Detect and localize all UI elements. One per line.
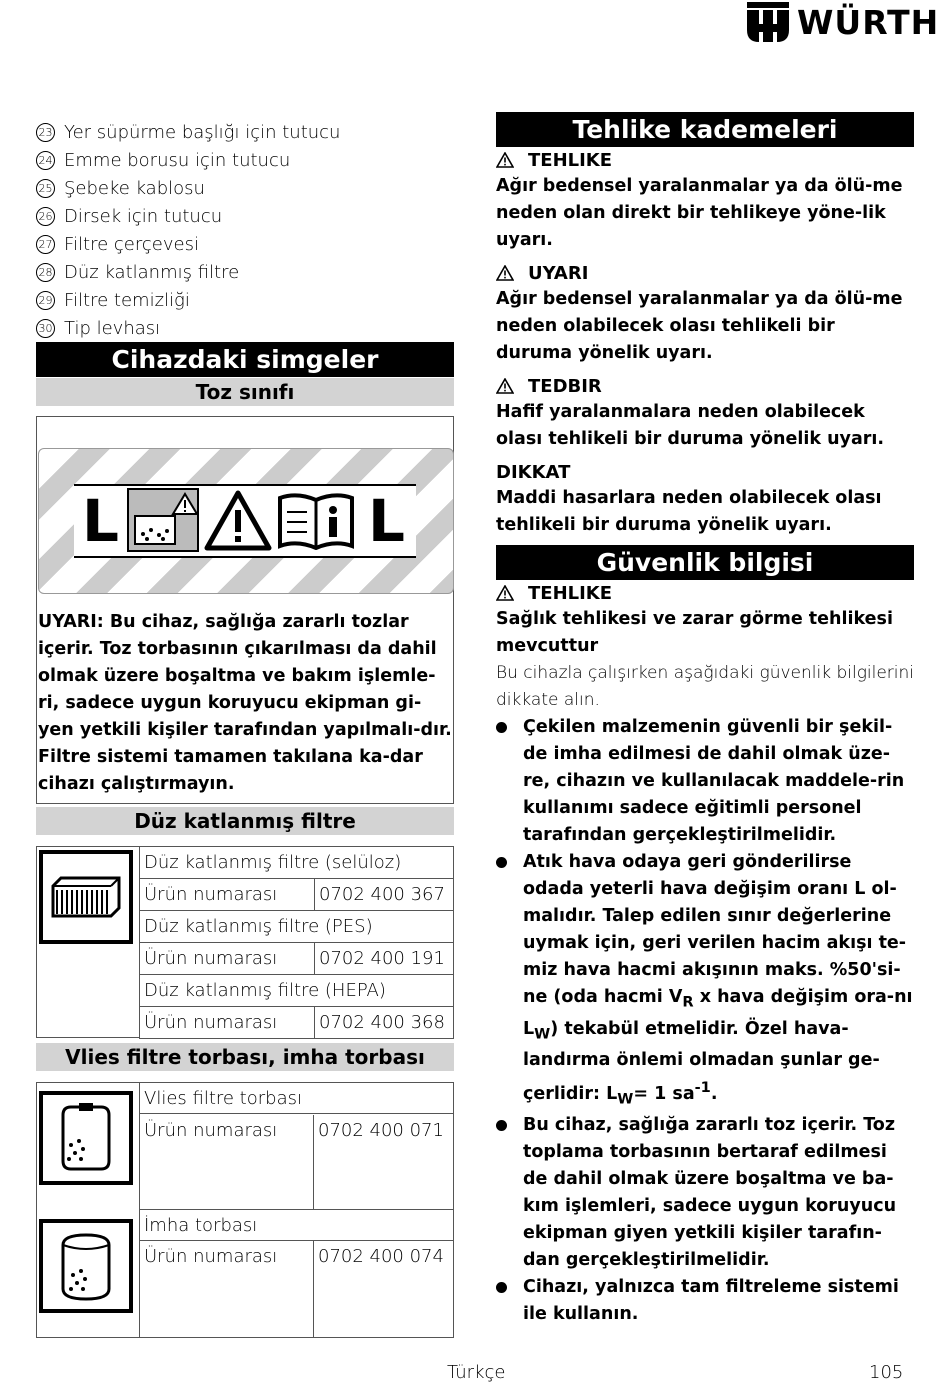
parts-list (36, 118, 456, 342)
flat-filter-table (139, 846, 454, 1039)
filter-name-cell: Vlies filtre torbası (140, 1083, 453, 1114)
hazard-description: Maddi hasarlara neden olabilecek olası tehlikeli bir duruma yönelik uyarı. (496, 488, 882, 535)
disposal-bag-icon (39, 1219, 133, 1313)
dust-warning-text: UYARI: Bu cihaz, sağlığa zararlı tozlar içerir. Toz torbasının çıkarılması da dahil olmak üzere boşaltma ve bakım işlemle-ri, sadece uygun koruyucu ekipman gi-yen yetkili kişiler tarafından yapılmalı-dır. Filtre sistemi tamamen takılana ka-dar cihazı çalıştırmayın. (38, 612, 452, 794)
bullet-text-part: . (710, 1083, 718, 1104)
part-number-label: Ürün numarası (140, 943, 315, 975)
number-circle: 23 (36, 123, 55, 142)
list-item-label: Filtre çerçevesi (64, 233, 199, 255)
hazard-description: Hafif yaralanmalara neden olabilecek olası tehlikeli bir duruma yönelik uyarı. (496, 402, 885, 449)
wurth-logo (745, 2, 945, 44)
part-number-value: 0702 400 071 (318, 1120, 444, 1141)
bullet-text-ventilation (523, 849, 914, 1112)
list-item-label: Düz katlanmış filtre (64, 261, 240, 283)
safety-intro: Bu cihazla çalışırken aşağıdaki güvenlik bilgilerini dikkate alın. (496, 663, 915, 710)
bullet-dot (496, 722, 507, 733)
fleece-table (139, 1082, 454, 1338)
dust-container-icon (127, 488, 199, 552)
hazard-label-warning (496, 260, 914, 286)
safety-danger-headline: Sağlık tehlikesi ve zarar görme tehlikesi mevcuttur (496, 609, 893, 656)
warning-triangle-icon (496, 378, 514, 394)
flat-filter-heading: Düz katlanmış filtre (36, 807, 454, 835)
hazard-description: Ağır bedensel yaralanmalar ya da ölü-me neden olabilecek olası tehlikeli bir duruma yönelik uyarı. (496, 289, 903, 363)
part-number-value: 0702 400 368 (315, 1007, 454, 1039)
filter-name-cell: Düz katlanmış filtre (PES) (140, 911, 454, 943)
footer-language: Türkçe (447, 1362, 506, 1383)
list-item (36, 258, 456, 286)
bullet-text-part: = 1 sa (633, 1083, 695, 1104)
subscript: R (682, 993, 694, 1011)
bullet-text: Çekilen malzemenin güvenli bir şekil-de imha edilmesi de dahil olmak üze-re, cihazın ve kullanılacak maddele-rin kullanımı sadece eğitimli personel tarafından gerçekleştirilmelidir. (523, 717, 905, 845)
warning-triangle-icon (496, 152, 514, 168)
flat-filter-icon (39, 850, 133, 944)
hazard-levels-heading: Tehlike kademeleri (496, 112, 914, 147)
hazard-label-text: UYARI (528, 262, 589, 284)
list-item (36, 174, 456, 202)
safety-danger-label (496, 580, 914, 606)
list-item (36, 202, 456, 230)
number-circle: 27 (36, 235, 55, 254)
dust-class-letter-left: L (82, 487, 119, 555)
warning-icon (204, 490, 272, 552)
bullet-text-part: Atık hava odaya geri gönderilirse odada yeterli hava değişim oranı L ol-malıdır. Talep edilen sınır değerlerine uymak için, geri verilen hacim akışı te-miz hava hacmi akışının maks. %50'si-ne (oda hacmi V (523, 852, 907, 1007)
hazard-label-caution (496, 373, 914, 399)
bullet-dot (496, 857, 507, 868)
safety-section (496, 580, 914, 1328)
page-number: 105 (869, 1362, 904, 1383)
filter-name-cell: Düz katlanmış filtre (HEPA) (140, 975, 454, 1007)
number-circle: 28 (36, 263, 55, 282)
hazard-label-text: TEDBIR (528, 375, 602, 397)
bullet-dot (496, 1282, 507, 1293)
bullet-item (496, 849, 914, 1112)
number-circle: 24 (36, 151, 55, 170)
safety-danger-text: TEHLIKE (528, 582, 613, 604)
list-item-label: Filtre temizliği (64, 289, 190, 311)
subscript: W (534, 1025, 551, 1042)
bullet-dot (496, 1120, 507, 1131)
hazard-label-danger (496, 147, 914, 173)
list-item-label: Şebeke kablosu (64, 177, 205, 199)
filter-name-cell: Düz katlanmış filtre (selüloz) (140, 847, 454, 879)
dust-class-panel (36, 416, 454, 804)
hazard-label-text: TEHLIKE (528, 149, 613, 171)
number-circle: 26 (36, 207, 55, 226)
list-item (36, 286, 456, 314)
safety-heading: Güvenlik bilgisi (496, 545, 914, 580)
part-number-value: 0702 400 074 (318, 1246, 444, 1267)
hazard-levels-list (496, 147, 914, 539)
list-item (36, 118, 456, 146)
bullet-item (496, 1112, 914, 1274)
logo-text: WÜRTH (797, 3, 940, 42)
bullet-text-part: x hava değişim ora-nı L (523, 987, 913, 1039)
superscript: -1 (694, 1079, 711, 1096)
number-circle: 25 (36, 179, 55, 198)
part-number-value: 0702 400 191 (315, 943, 454, 975)
warning-triangle-icon (496, 585, 514, 601)
list-item-label: Emme borusu için tutucu (64, 149, 291, 171)
fleece-image-cell (36, 1082, 140, 1338)
filter-name-cell: İmha torbası (140, 1209, 453, 1241)
bullet-text-part: ) tekabül etmelidir. Özel hava-landırma önlemi olmadan şunlar ge-çerlidir: L (523, 1018, 880, 1104)
symbol-strip (74, 484, 416, 558)
list-item-label: Yer süpürme başlığı için tutucu (64, 121, 341, 143)
warning-triangle-icon (496, 265, 514, 281)
hazard-label-text: DIKKAT (496, 461, 571, 483)
hazard-stripe-label (38, 448, 454, 594)
wurth-logo-icon (745, 2, 791, 44)
fleece-filter-bag-icon (39, 1091, 133, 1185)
list-item (36, 314, 456, 342)
number-circle: 29 (36, 291, 55, 310)
flat-filter-image-cell (36, 846, 140, 1038)
list-item (36, 146, 456, 174)
dust-class-heading: Toz sınıfı (36, 378, 454, 406)
hazard-description: Ağır bedensel yaralanmalar ya da ölü-me neden olan direkt bir tehlikeye yöne-lik uyarı. (496, 176, 903, 250)
dust-class-letter-right: L (368, 487, 405, 555)
number-circle: 30 (36, 319, 55, 338)
bullet-text: Cihazı, yalnızca tam filtreleme sistemi ile kullanın. (523, 1277, 899, 1325)
bullet-text: Bu cihaz, sağlığa zararlı toz içerir. Toz toplama torbasının bertaraf edilmesi de dahil olmak üzere boşaltma ve ba-kım işlemleri, sadece uygun koruyucu ekipman giyen yetkili kişiler tarafın-dan gerçekleştirilmelidir. (523, 1115, 897, 1271)
hazard-label-notice (496, 459, 914, 485)
list-item-label: Tip levhası (64, 317, 161, 339)
bullet-item (496, 1274, 914, 1328)
part-number-label: Ürün numarası (140, 1007, 315, 1039)
subscript: W (617, 1090, 634, 1108)
list-item (36, 230, 456, 258)
read-manual-icon (277, 492, 355, 550)
part-number-label: Ürün numarası (140, 1241, 314, 1337)
list-item-label: Dirsek için tutucu (64, 205, 223, 227)
bullet-item (496, 714, 914, 849)
part-number-value: 0702 400 367 (315, 879, 454, 911)
symbols-heading: Cihazdaki simgeler (36, 342, 454, 377)
part-number-label: Ürün numarası (140, 1115, 314, 1209)
fleece-bag-heading: Vlies filtre torbası, imha torbası (36, 1043, 454, 1071)
part-number-label: Ürün numarası (140, 879, 315, 911)
